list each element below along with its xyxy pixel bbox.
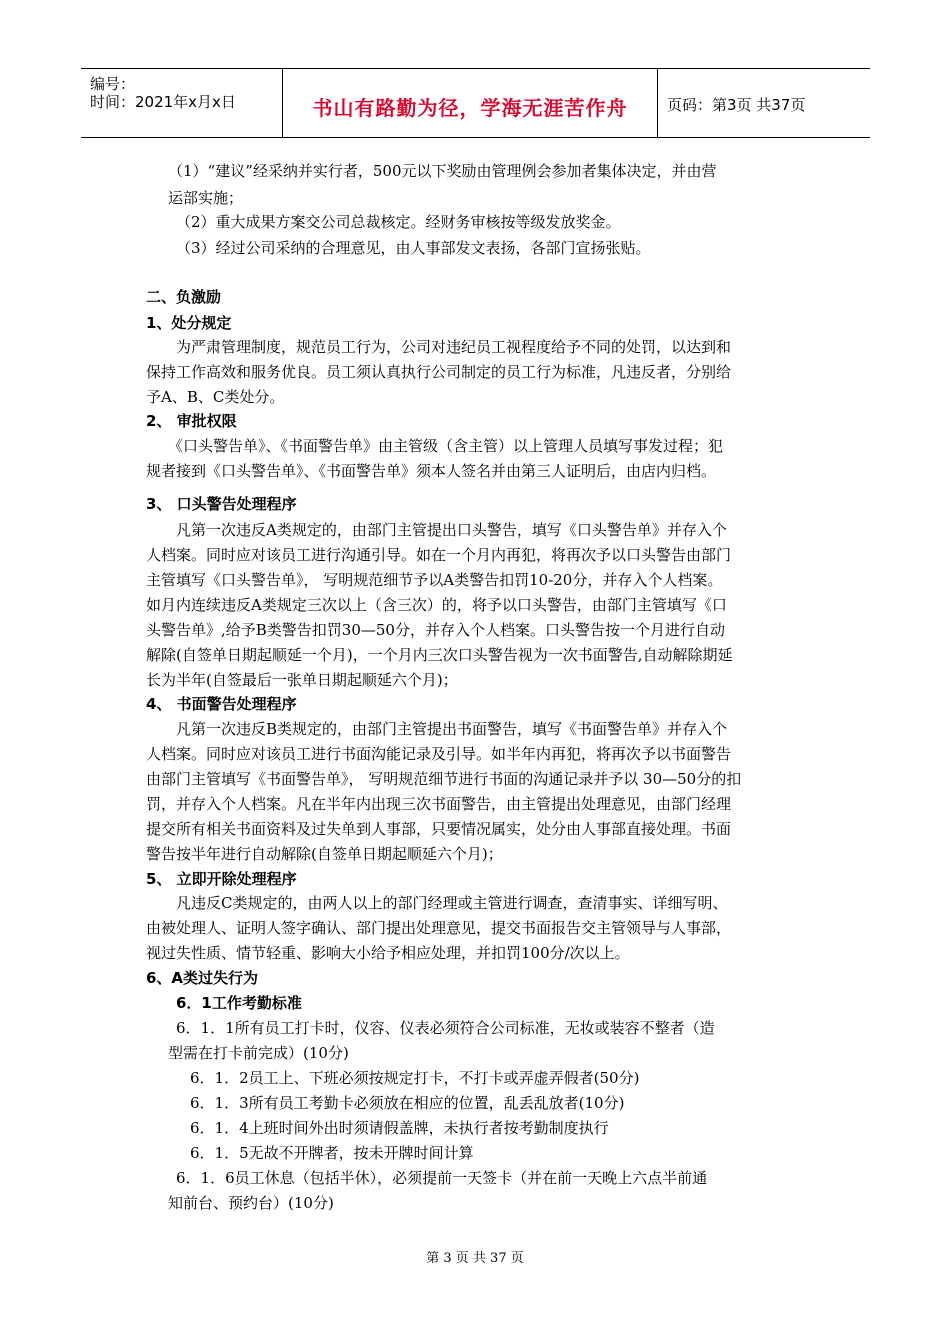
paragraph-line: 凡违反C类规定的，由两人以上的部门经理或主管进行调查，查清事实、详细写明、	[176, 894, 728, 912]
header-page-cell	[658, 69, 870, 137]
paragraph-line: 长为半年(自签最后一张单日期起顺延六个月)；	[146, 671, 458, 689]
list-item-line: 6．1．1所有员工打卡时，仪容、仪表必须符合公司标准，无妆或装容不整者（造	[176, 1019, 715, 1037]
header-motto: 书山有路勤为径，学海无涯苦作舟	[312, 96, 628, 120]
paragraph-line: 警告按半年进行自动解除(自签单日期起顺延六个月)；	[146, 845, 503, 863]
document-number: 编号：	[90, 75, 136, 93]
subsection-heading: 5、 立即开除处理程序	[146, 870, 297, 888]
list-item: 6．1．2员工上、下班必须按规定打卡，不打卡或弄虚弄假者(50分)	[190, 1069, 640, 1087]
paragraph-line: 凡第一次违反A类规定的，由部门主管提出口头警告，填写《口头警告单》并存入个	[176, 521, 727, 539]
paragraph-line: 人档案。同时应对该员工进行沟通引导。如在一个月内再犯，将再次予以口头警告由部门	[146, 546, 732, 564]
header-motto-cell	[283, 69, 658, 137]
paragraph-line: 视过失性质、情节轻重、影响大小给予相应处理，并扣罚100分/次以上。	[146, 944, 630, 962]
list-item-line: 6．1．6员工休息（包括半休），必须提前一天签卡（并在前一天晚上六点半前通	[176, 1169, 708, 1187]
paragraph-line: （1）“建议”经采纳并实行者，500元以下奖励由管理例会参加者集体决定，并由营	[168, 162, 717, 180]
header-meta-cell	[81, 69, 283, 137]
paragraph-line: 由部门主管填写《书面警告单》， 写明规范细节进行书面的沟通记录并予以 30—50分的扣	[146, 770, 742, 788]
paragraph-line: 予A、B、C类处分。	[146, 388, 285, 406]
section-heading: 二、负激励	[146, 288, 222, 306]
subsection-heading: 3、 口头警告处理程序	[146, 495, 297, 513]
list-item-line: 型需在打卡前完成）(10分)	[168, 1044, 349, 1062]
list-item: 6．1．3所有员工考勤卡必须放在相应的位置，乱丢乱放者(10分)	[190, 1094, 625, 1112]
paragraph-line: 规者接到《口头警告单》、《书面警告单》须本人签名并由第三人证明后，由店内归档。	[146, 462, 717, 480]
paragraph-line: 保持工作高效和服务优良。员工须认真执行公司制定的员工行为标准，凡违反者，分别给	[146, 363, 732, 381]
subsection-heading: 4、 书面警告处理程序	[146, 695, 297, 713]
paragraph-line: （3）经过公司采纳的合理意见，由人事部发文表扬，各部门宣扬张贴。	[176, 239, 651, 257]
header-page-number: 页码：第3页 共37页	[667, 96, 806, 114]
document-date: 时间：2021年x月x日	[90, 93, 236, 111]
subsection-heading: 6、A类过失行为	[146, 969, 259, 987]
list-item-line: 知前台、预约台）(10分)	[168, 1194, 334, 1212]
paragraph-line: 凡第一次违反B类规定的，由部门主管提出书面警告，填写《书面警告单》并存入个	[176, 720, 728, 738]
paragraph-line: 解除(自签单日期起顺延一个月)，一个月内三次口头警告视为一次书面警告,自动解除期延	[146, 646, 733, 664]
subsection-heading: 6．1工作考勤标准	[176, 994, 302, 1012]
page-header	[81, 68, 870, 138]
paragraph-line: 运部实施；	[168, 189, 244, 207]
subsection-heading: 1、处分规定	[146, 314, 232, 332]
page-footer: 第 3 页 共 37 页	[426, 1251, 524, 1266]
paragraph-line: 主管填写《口头警告单》， 写明规范细节予以A类警告扣罚10-20分，并存入个人档案。	[146, 571, 723, 589]
paragraph-line: 罚，并存入个人档案。凡在半年内出现三次书面警告，由主管提出处理意见，由部门经理	[146, 795, 732, 813]
paragraph-line: 如月内连续违反A类规定三次以上（含三次）的，将予以口头警告，由部门主管填写《口	[146, 596, 727, 614]
paragraph-line: 为严肃管理制度，规范员工行为，公司对违纪员工视程度给予不同的处罚，以达到和	[176, 338, 732, 356]
paragraph-line: 人档案。同时应对该员工进行书面沟能记录及引导。如半年内再犯，将再次予以书面警告	[146, 745, 732, 763]
paragraph-line: 头警告单》,给予B类警告扣罚30—50分，并存入个人档案。口头警告按一个月进行自动	[146, 621, 725, 639]
list-item: 6．1．5无故不开牌者，按未开牌时间计算	[190, 1144, 474, 1162]
subsection-heading: 2、 审批权限	[146, 412, 237, 430]
paragraph-line: 由被处理人、证明人签字确认、部门提出处理意见，提交书面报告交主管领导与人事部，	[146, 919, 732, 937]
paragraph-line: 《口头警告单》、《书面警告单》由主管级（含主管）以上管理人员填写事发过程；犯	[168, 437, 724, 455]
paragraph-line: （2）重大成果方案交公司总裁核定。经财务审核按等级发放奖金。	[176, 213, 621, 231]
list-item: 6．1．4上班时间外出时须请假盖牌，未执行者按考勤制度执行	[190, 1119, 609, 1137]
paragraph-line: 提交所有相关书面资料及过失单到人事部，只要情况属实，处分由人事部直接处理。书面	[146, 820, 732, 838]
